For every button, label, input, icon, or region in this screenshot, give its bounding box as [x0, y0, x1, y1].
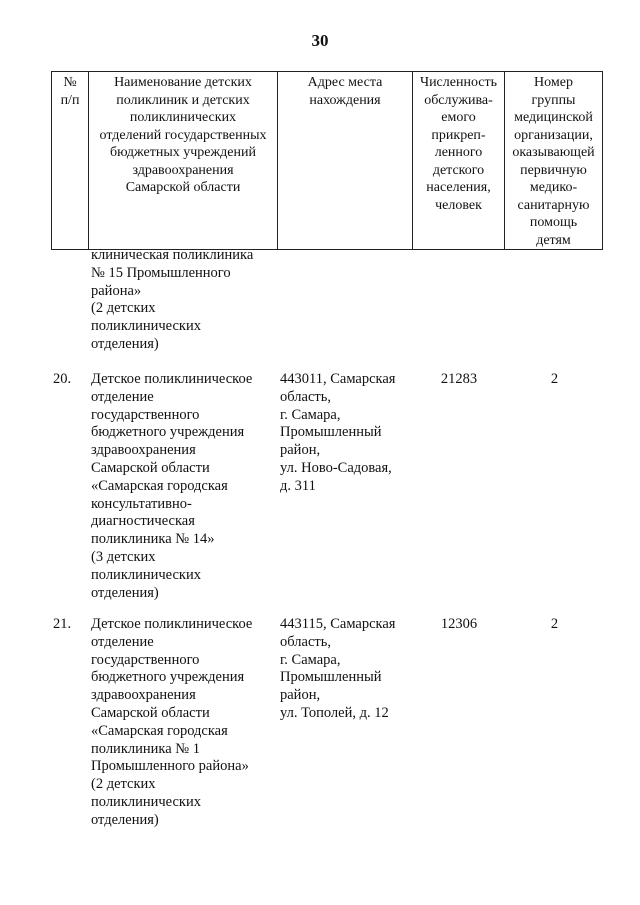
- text-line: района»: [91, 282, 142, 299]
- text-line: область,: [280, 388, 331, 405]
- text-line: организации,: [514, 127, 593, 143]
- text-line: 443115, Самарская: [280, 616, 396, 632]
- text-line: государственного: [91, 651, 200, 668]
- text-line: государственного: [91, 406, 200, 423]
- text-line: здравоохранения: [91, 687, 196, 704]
- header-population: [413, 72, 505, 250]
- text-line: ул. Тополей, д. 12: [280, 704, 389, 721]
- text-line: (2 детских: [91, 300, 156, 317]
- text-line: Детское поликлиническое: [91, 616, 253, 632]
- text-line: отделения): [91, 335, 159, 352]
- text-line: нахождения: [309, 92, 381, 108]
- text-line: Наименование детских: [114, 75, 252, 90]
- text-line: консультативно-: [91, 495, 192, 512]
- text-line: медицинской: [514, 110, 593, 125]
- page-number: 30: [311, 31, 329, 50]
- text-line: Адрес места: [307, 75, 383, 90]
- text-line: здравоохранения: [132, 162, 234, 178]
- text-line: Численность: [419, 75, 498, 90]
- text-line: бюджетного учреждения: [91, 424, 245, 441]
- row-address: [280, 616, 410, 723]
- text-line: ул. Ново-Садовая,: [280, 459, 392, 476]
- header-address: [278, 72, 413, 250]
- text-line: 443011, Самарская: [280, 371, 396, 387]
- text-line: Номер: [534, 75, 573, 90]
- text-line: д. 311: [280, 477, 316, 494]
- text-line: Детское поликлиническое: [91, 371, 253, 387]
- text-line: здравоохранения: [91, 442, 196, 459]
- text-line: (2 детских: [91, 776, 156, 793]
- text-line: отделение: [91, 633, 154, 650]
- text-line: поликлинических: [91, 566, 201, 583]
- row-group: 2: [550, 616, 559, 632]
- text-line: №: [63, 75, 77, 90]
- row-address: [280, 371, 410, 496]
- text-line: населения,: [426, 180, 491, 195]
- text-line: прикреп-: [431, 127, 486, 143]
- text-line: отделения): [91, 811, 159, 828]
- text-line: г. Самара,: [280, 406, 341, 423]
- text-line: Самарской области: [91, 459, 210, 476]
- text-line: медико-: [529, 180, 578, 195]
- text-line: бюджетных учреждений: [110, 145, 256, 160]
- row-number: 21.: [53, 616, 72, 632]
- text-line: санитарную: [517, 197, 590, 213]
- row-group: 2: [550, 371, 559, 387]
- row-name: [91, 616, 275, 830]
- text-line: район,: [280, 442, 321, 459]
- text-line: емого: [441, 110, 476, 125]
- text-line: обслужива-: [424, 92, 493, 108]
- text-line: (3 детских: [91, 548, 156, 565]
- text-line: область,: [280, 633, 331, 650]
- text-line: поликлинических: [129, 110, 237, 125]
- row-population: 12306: [440, 616, 478, 632]
- text-line: Промышленный: [280, 669, 382, 686]
- text-line: отделений государственных: [99, 127, 267, 143]
- header-name: [89, 72, 278, 250]
- text-line: детям: [536, 232, 571, 248]
- text-line: отделение: [91, 388, 154, 405]
- text-line: Самарской области: [91, 704, 210, 721]
- text-line: «Самарская городская: [91, 722, 228, 739]
- header-number: [52, 72, 89, 250]
- header-group: [505, 72, 603, 250]
- text-line: поликлиник и детских: [116, 92, 250, 108]
- text-line: «Самарская городская: [91, 477, 228, 494]
- text-line: п/п: [60, 92, 80, 108]
- text-line: район,: [280, 687, 321, 704]
- row-number: 20.: [53, 371, 72, 387]
- continued-name: [91, 247, 275, 354]
- text-line: поликлиника № 1: [91, 740, 200, 757]
- text-line: поликлинических: [91, 793, 201, 810]
- text-line: детского: [432, 162, 485, 178]
- row-population: 21283: [440, 371, 478, 387]
- text-line: оказывающей: [512, 145, 595, 160]
- text-line: клиническая поликлиника: [91, 247, 254, 263]
- text-line: № 15 Промышленного: [91, 264, 231, 281]
- text-line: помощь: [529, 215, 578, 230]
- text-line: поликлиника № 14»: [91, 531, 215, 548]
- text-line: Промышленный: [280, 424, 382, 441]
- text-line: ленного: [434, 145, 483, 160]
- row-name: [91, 371, 275, 602]
- text-line: первичную: [520, 162, 587, 178]
- text-line: поликлинических: [91, 318, 201, 335]
- text-line: диагностическая: [91, 513, 195, 530]
- text-line: бюджетного учреждения: [91, 669, 245, 686]
- text-line: группы: [531, 92, 576, 108]
- table-header: [51, 71, 603, 250]
- text-line: Самарской области: [125, 180, 241, 195]
- text-line: отделения): [91, 584, 159, 601]
- text-line: Промышленного района»: [91, 758, 249, 775]
- text-line: г. Самара,: [280, 651, 341, 668]
- text-line: человек: [435, 197, 482, 213]
